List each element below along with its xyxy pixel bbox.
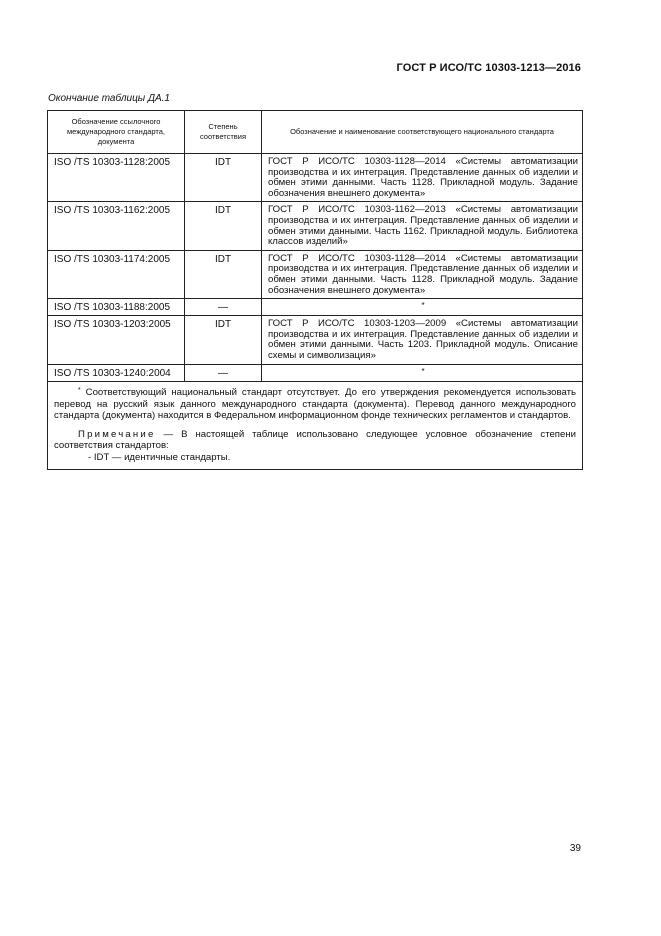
degree-cell: IDT [185, 250, 262, 298]
note-label: Примечание [78, 429, 156, 441]
footnote-text: Соответствующий национальный стандарт отсутствует. До его утверждения рекомендуется использовать перевод на русский язык данного международного стандарта (документа). Перевод данного международного стандарта (документа) находится в Федеральном информационном фонде технических регламентов и стандартов. [54, 386, 576, 421]
footnote [54, 387, 576, 422]
degree-cell: IDT [185, 202, 262, 250]
table-caption: Окончание таблицы ДА.1 [48, 93, 170, 104]
table-row [48, 364, 583, 381]
reference-cell: ISO /TS 10303-1162:2005 [48, 202, 185, 250]
note-item: - IDT — идентичные стандарты. [88, 451, 231, 463]
table-row [48, 250, 583, 298]
degree-cell: — [185, 364, 262, 381]
reference-cell: ISO /TS 10303-1188:2005 [48, 299, 185, 316]
national-cell: ГОСТ Р ИСО/ТС 10303-1128—2014 «Системы автоматизации производства и их интеграция. Представление данных об изделии и обмен этими данными. Часть 1128. Прикладной модуль. Задание обозначения внешнего документа» [262, 154, 583, 202]
page-number: 39 [569, 843, 581, 854]
national-cell: ГОСТ Р ИСО/ТС 10303-1162—2013 «Системы автоматизации производства и их интеграция. Представление данных об изделии и обмен этими данными. Часть 1162. Прикладной модуль. Библиотека классов изделий» [262, 202, 583, 250]
footnote-mark: * [78, 386, 81, 394]
national-cell: * [262, 299, 583, 316]
national-cell: ГОСТ Р ИСО/ТС 10303-1128—2014 «Системы автоматизации производства и их интеграция. Представление данных об изделии и обмен этими данными. Часть 1128. Прикладной модуль. Задание обозначения внешнего документа» [262, 250, 583, 298]
reference-cell: ISO /TS 10303-1128:2005 [48, 154, 185, 202]
reference-cell: ISO /TS 10303-1174:2005 [48, 250, 185, 298]
header-national-standard: Обозначение и наименование соответствующего национального стандарта [262, 111, 583, 154]
note [54, 429, 576, 451]
standards-table [47, 110, 583, 470]
reference-cell: ISO /TS 10303-1203:2005 [48, 316, 185, 364]
table-header-row [48, 111, 583, 154]
national-cell: ГОСТ Р ИСО/ТС 10303-1203—2009 «Системы автоматизации производства и их интеграция. Представление данных об изделии и обмен этими данными. Часть 1203. Прикладной модуль. Описание схемы и символизация» [262, 316, 583, 364]
note-text: — В настоящей таблице использовано следующее условное обозначение степени соответствия стандартов: [54, 429, 576, 452]
degree-cell: IDT [185, 316, 262, 364]
header-degree: Степень соответствия [185, 111, 262, 154]
table-row [48, 299, 583, 316]
header-reference-standard: Обозначение ссылочного международного стандарта, документа [48, 111, 185, 154]
table-row [48, 202, 583, 250]
degree-cell: — [185, 299, 262, 316]
notes-cell [48, 381, 583, 469]
table-row [48, 154, 583, 202]
degree-cell: IDT [185, 154, 262, 202]
reference-cell: ISO /TS 10303-1240:2004 [48, 364, 185, 381]
national-cell: * [262, 364, 583, 381]
document-code: ГОСТ Р ИСО/ТС 10303-1213—2016 [396, 62, 581, 74]
table-notes-row [48, 381, 583, 469]
table-row [48, 316, 583, 364]
